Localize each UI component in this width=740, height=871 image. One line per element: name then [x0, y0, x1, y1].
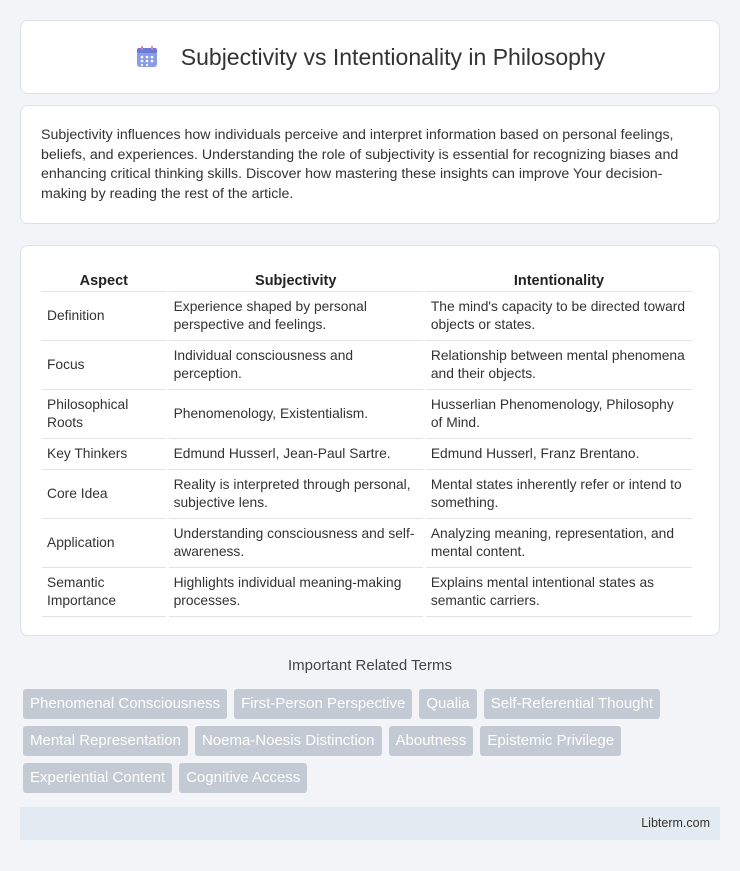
- header-card: [20, 20, 720, 94]
- table-cell-intentionality: Explains mental intentional states as semantic carriers.: [426, 568, 692, 617]
- table-cell-subjectivity: Reality is interpreted through personal, subjective lens.: [169, 470, 423, 519]
- table-row: [42, 341, 692, 390]
- column-header-aspect: Aspect: [42, 266, 166, 292]
- table-cell-aspect: Core Idea: [42, 470, 166, 519]
- related-term-tag[interactable]: Phenomenal Consciousness: [23, 689, 227, 719]
- table-cell-intentionality: Analyzing meaning, representation, and mental content.: [426, 519, 692, 568]
- table-cell-subjectivity: Understanding consciousness and self-awareness.: [169, 519, 423, 568]
- table-header-row: [42, 266, 692, 292]
- table-cell-intentionality: Relationship between mental phenomena and their objects.: [426, 341, 692, 390]
- related-term-tag[interactable]: Mental Representation: [23, 726, 188, 756]
- table-cell-intentionality: The mind's capacity to be directed toward objects or states.: [426, 292, 692, 341]
- table-cell-subjectivity: Individual consciousness and perception.: [169, 341, 423, 390]
- related-term-tag[interactable]: Noema-Noesis Distinction: [195, 726, 382, 756]
- related-terms-title: Important Related Terms: [288, 657, 452, 674]
- calendar-grid-icon: [135, 45, 159, 69]
- comparison-table: [39, 266, 695, 617]
- intro-text: Subjectivity influences how individuals perceive and interpret information based on personal feelings, beliefs, and experiences. Understanding the role of subjectivity is essential for recognizing biases and enhancing critical thinking skills. Discover how mastering these insights can improve Your decision-making by reading the rest of the article.: [41, 127, 679, 202]
- related-terms-list: [23, 689, 723, 793]
- table-cell-aspect: Focus: [42, 341, 166, 390]
- table-row: [42, 568, 692, 617]
- table-row: [42, 439, 692, 470]
- footer: [20, 807, 720, 840]
- table-cell-aspect: Application: [42, 519, 166, 568]
- page-title: Subjectivity vs Intentionality in Philosophy: [180, 43, 606, 70]
- table-cell-subjectivity: Experience shaped by personal perspective and feelings.: [169, 292, 423, 341]
- related-term-tag[interactable]: Experiential Content: [23, 763, 172, 793]
- table-cell-aspect: Philosophical Roots: [42, 390, 166, 439]
- table-row: [42, 292, 692, 341]
- table-row: [42, 470, 692, 519]
- comparison-table-card: [20, 245, 720, 636]
- table-cell-aspect: Key Thinkers: [42, 439, 166, 470]
- related-term-tag[interactable]: Self-Referential Thought: [484, 689, 660, 719]
- related-term-tag[interactable]: First-Person Perspective: [234, 689, 412, 719]
- table-row: [42, 519, 692, 568]
- related-term-tag[interactable]: Aboutness: [389, 726, 474, 756]
- table-cell-aspect: Definition: [42, 292, 166, 341]
- related-term-tag[interactable]: Cognitive Access: [179, 763, 307, 793]
- table-cell-aspect: Semantic Importance: [42, 568, 166, 617]
- related-term-tag[interactable]: Epistemic Privilege: [480, 726, 621, 756]
- column-header-subjectivity: Subjectivity: [169, 266, 423, 292]
- table-cell-intentionality: Edmund Husserl, Franz Brentano.: [426, 439, 692, 470]
- related-term-tag[interactable]: Qualia: [419, 689, 476, 719]
- intro-card: [20, 105, 720, 224]
- table-cell-subjectivity: Phenomenology, Existentialism.: [169, 390, 423, 439]
- table-cell-intentionality: Mental states inherently refer or intend to something.: [426, 470, 692, 519]
- table-cell-subjectivity: Highlights individual meaning-making processes.: [169, 568, 423, 617]
- table-cell-subjectivity: Edmund Husserl, Jean-Paul Sartre.: [169, 439, 423, 470]
- footer-site-link[interactable]: Libterm.com: [641, 816, 710, 830]
- table-row: [42, 390, 692, 439]
- table-cell-intentionality: Husserlian Phenomenology, Philosophy of Mind.: [426, 390, 692, 439]
- column-header-intentionality: Intentionality: [426, 266, 692, 292]
